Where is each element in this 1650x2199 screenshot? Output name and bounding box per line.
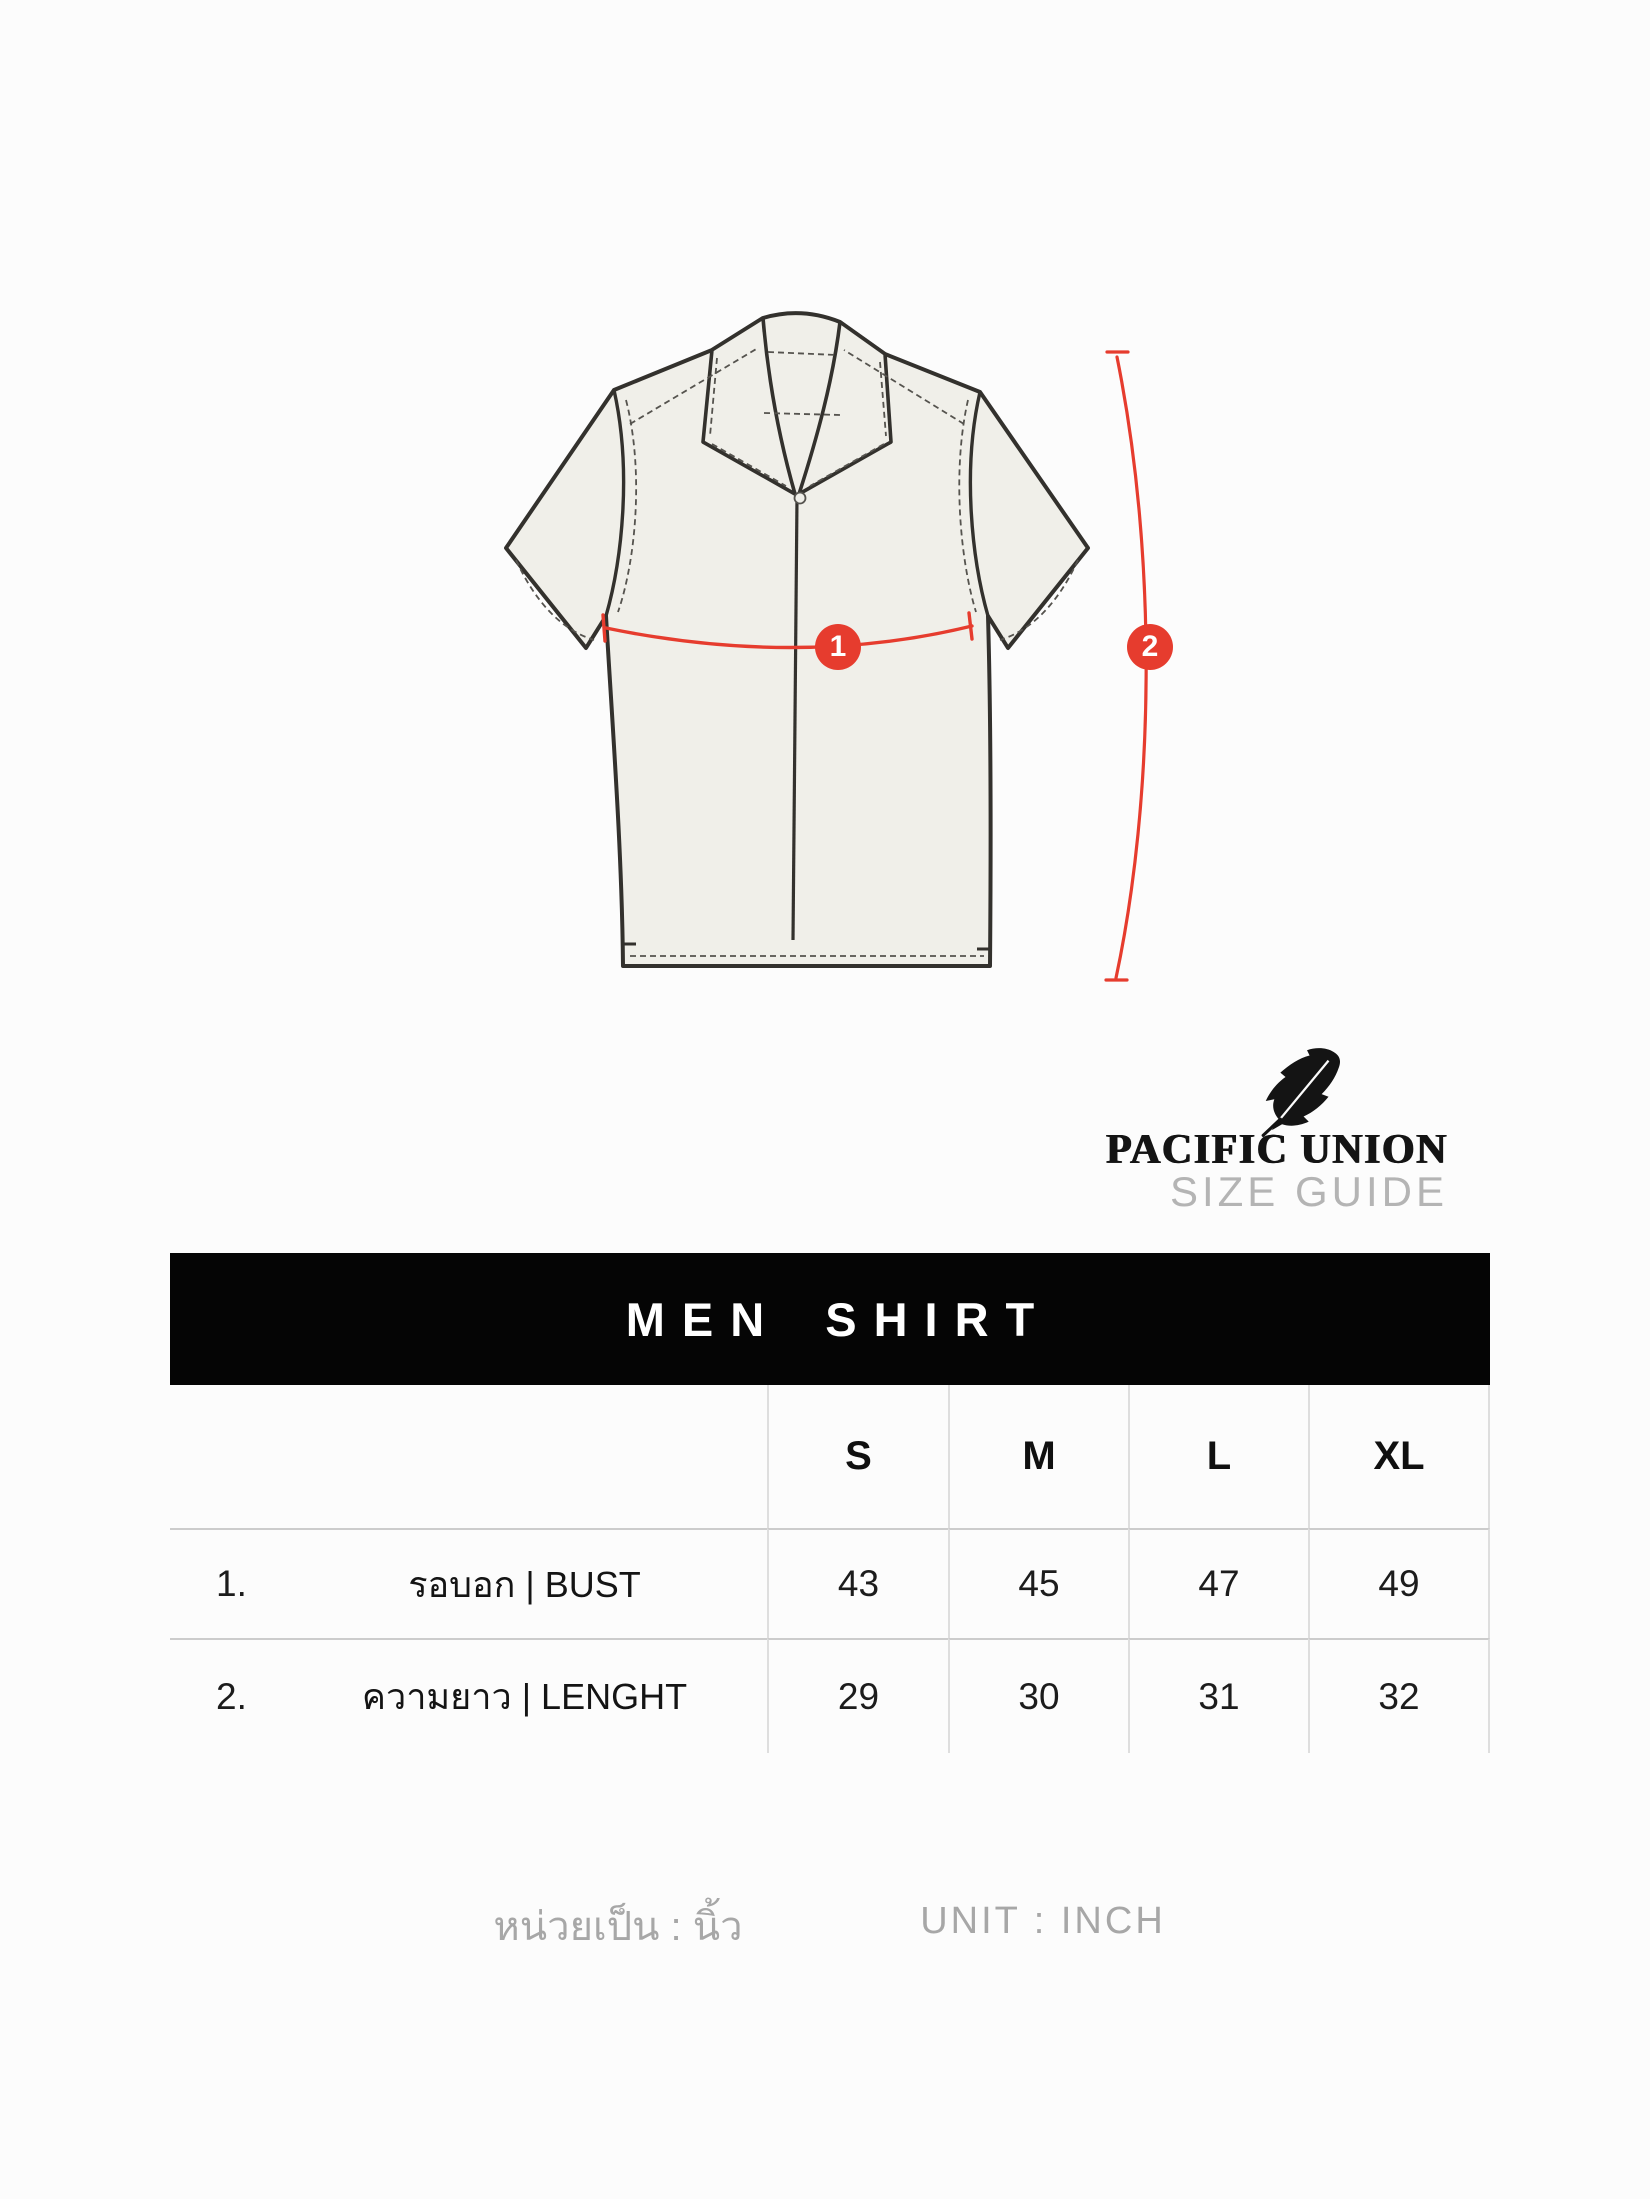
table-corner-cell (170, 1385, 767, 1528)
row-number: 1. (216, 1563, 247, 1604)
bust-value-xl: 49 (1308, 1528, 1490, 1638)
table-row-length-label (170, 1638, 767, 1753)
unit-note-english: UNIT : INCH (920, 1900, 1166, 1942)
table-title-bar (170, 1253, 1490, 1385)
bust-value-l: 47 (1128, 1528, 1308, 1638)
measure-marker-1-label: 1 (829, 630, 847, 663)
size-header-s: S (767, 1385, 948, 1528)
length-value-xl: 32 (1308, 1638, 1490, 1753)
length-value-l: 31 (1128, 1638, 1308, 1753)
measure-marker-1 (815, 624, 861, 670)
shirt-diagram (0, 0, 1650, 1060)
size-header-m: M (948, 1385, 1128, 1528)
size-header-xl: XL (1308, 1385, 1490, 1528)
row-label-bust: รอบอก | BUST (408, 1563, 641, 1605)
row-number: 2. (216, 1675, 247, 1717)
table-row-bust-label (170, 1528, 767, 1638)
size-table (170, 1385, 1490, 1753)
unit-note-thai: หน่วยเป็น : นิ้ว (493, 1905, 743, 1949)
measure-marker-2 (1127, 624, 1173, 670)
length-value-m: 30 (948, 1638, 1128, 1753)
table-title: MEN SHIRT (625, 1292, 1052, 1346)
bust-value-m: 45 (948, 1528, 1128, 1638)
row-label-length: ความยาว | LENGHT (361, 1676, 688, 1717)
size-header-l: L (1128, 1385, 1308, 1528)
shirt-outline-icon (506, 313, 1088, 966)
bust-value-s: 43 (767, 1528, 948, 1638)
brand-tagline: SIZE GUIDE (1169, 1168, 1448, 1215)
brand-name: PACIFIC UNION (1106, 1127, 1448, 1173)
length-value-s: 29 (767, 1638, 948, 1753)
measure-marker-2-label: 2 (1141, 630, 1159, 663)
feather-icon (1258, 1046, 1344, 1138)
